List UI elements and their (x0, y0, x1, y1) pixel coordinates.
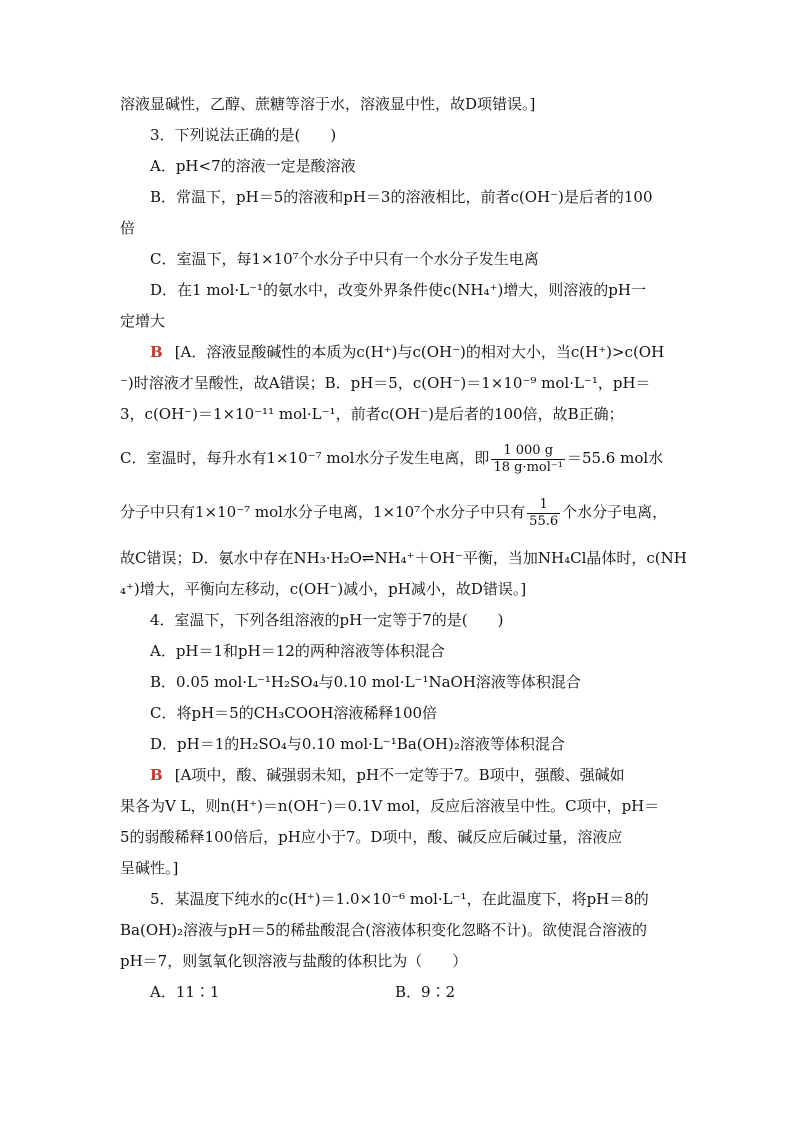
explanation-line: ⁻)时溶液才呈酸性，故A错误；B．pH＝5，c(OH⁻)＝1×10⁻⁹ mol·L⁻¹，pH＝ (120, 374, 651, 392)
option-c: C．室温下，每1×10⁷个水分子中只有一个水分子发生电离 (150, 250, 539, 268)
explanation-text: ＝55.6 mol水 (566, 449, 664, 467)
fraction-2 (527, 497, 560, 530)
option-b: B．0.05 mol·L⁻¹H₂SO₄与0.10 mol·L⁻¹NaOH溶液等体积混合 (150, 673, 581, 691)
explanation-line: ₄⁺)增大，平衡向左移动，c(OH⁻)减小，pH减小，故D错误。] (120, 580, 527, 598)
explanation-text: [A项中，酸、碱强弱未知，pH不一定等于7。B项中，强酸、强碱如 (174, 766, 625, 784)
option-b: B．9∶2 (395, 983, 456, 1001)
fraction-numerator: 1 (527, 497, 560, 514)
question-5-cont: pH＝7，则氢氧化钡溶液与盐酸的体积比为（ ） (120, 952, 468, 970)
explanation-text: [A．溶液显酸碱性的本质为c(H⁺)与c(OH⁻)的相对大小，当c(H⁺)>c(OH (174, 343, 665, 361)
explanation-text: C．室温时，每升水有1×10⁻⁷ mol水分子发生电离，即 (120, 449, 490, 467)
explanation-line: 故C错误；D．氨水中存在NH₃·H₂O⇌NH₄⁺＋OH⁻平衡，当加NH₄Cl晶体时，c(NH (120, 549, 687, 567)
option-d: D．在1 mol·L⁻¹的氨水中，改变外界条件使c(NH₄⁺)增大，则溶液的pH一 (150, 281, 646, 299)
question-4-stem: 4．室温下，下列各组溶液的pH一定等于7的是( ) (150, 611, 504, 629)
question-5-stem: 5．某温度下纯水的c(H⁺)＝1.0×10⁻⁶ mol·L⁻¹，在此温度下，将pH＝8的 (150, 890, 649, 908)
fraction-1 (491, 443, 565, 476)
explanation-line: 果各为V L，则n(H⁺)＝n(OH⁻)＝0.1V mol，反应后溶液呈中性。C项中，pH＝ (120, 797, 660, 815)
option-d: D．pH＝1的H₂SO₄与0.10 mol·L⁻¹Ba(OH)₂溶液等体积混合 (150, 735, 565, 753)
explanation-text: 个水分子电离， (562, 503, 668, 521)
answer-label: B (150, 343, 163, 361)
option-c: C．将pH＝5的CH₃COOH溶液稀释100倍 (150, 704, 438, 722)
explanation-line-fraction (120, 438, 680, 478)
explanation-line: 5的弱酸稀释100倍后，pH应小于7。D项中，酸、碱反应后碱过量，溶液应 (120, 828, 623, 846)
option-d-cont: 定增大 (120, 312, 166, 330)
answer-3-line1 (150, 342, 710, 362)
option-a: A．11∶1 (150, 983, 220, 1001)
option-b-cont: 倍 (120, 219, 136, 237)
answer-label: B (150, 766, 163, 784)
question-5-cont: Ba(OH)₂溶液与pH＝5的稀盐酸混合(溶液体积变化忽略不计)。欲使混合溶液的 (120, 921, 647, 939)
fraction-numerator: 1 000 g (491, 443, 565, 460)
option-a: A．pH<7的溶液一定是酸溶液 (150, 157, 356, 175)
fraction-denominator: 55.6 (529, 513, 559, 529)
question-3-stem: 3．下列说法正确的是( ) (150, 126, 337, 144)
explanation-line: 3，c(OH⁻)＝1×10⁻¹¹ mol·L⁻¹，前者c(OH⁻)是后者的100倍，故B正确； (120, 405, 624, 423)
text-line: 溶液显碱性，乙醇、蔗糖等溶于水，溶液显中性，故D项错误。] (120, 95, 536, 113)
option-a: A．pH＝1和pH＝12的两种溶液等体积混合 (150, 642, 445, 660)
explanation-line-fraction (120, 492, 680, 532)
answer-4-line1 (150, 765, 710, 785)
option-b: B．常温下，pH＝5的溶液和pH＝3的溶液相比，前者c(OH⁻)是后者的100 (150, 188, 653, 206)
explanation-line: 呈碱性。] (120, 859, 179, 877)
explanation-text: 分子中只有1×10⁻⁷ mol水分子电离，1×10⁷个水分子中只有 (120, 503, 526, 521)
fraction-denominator: 18 g·mol⁻¹ (493, 459, 563, 475)
